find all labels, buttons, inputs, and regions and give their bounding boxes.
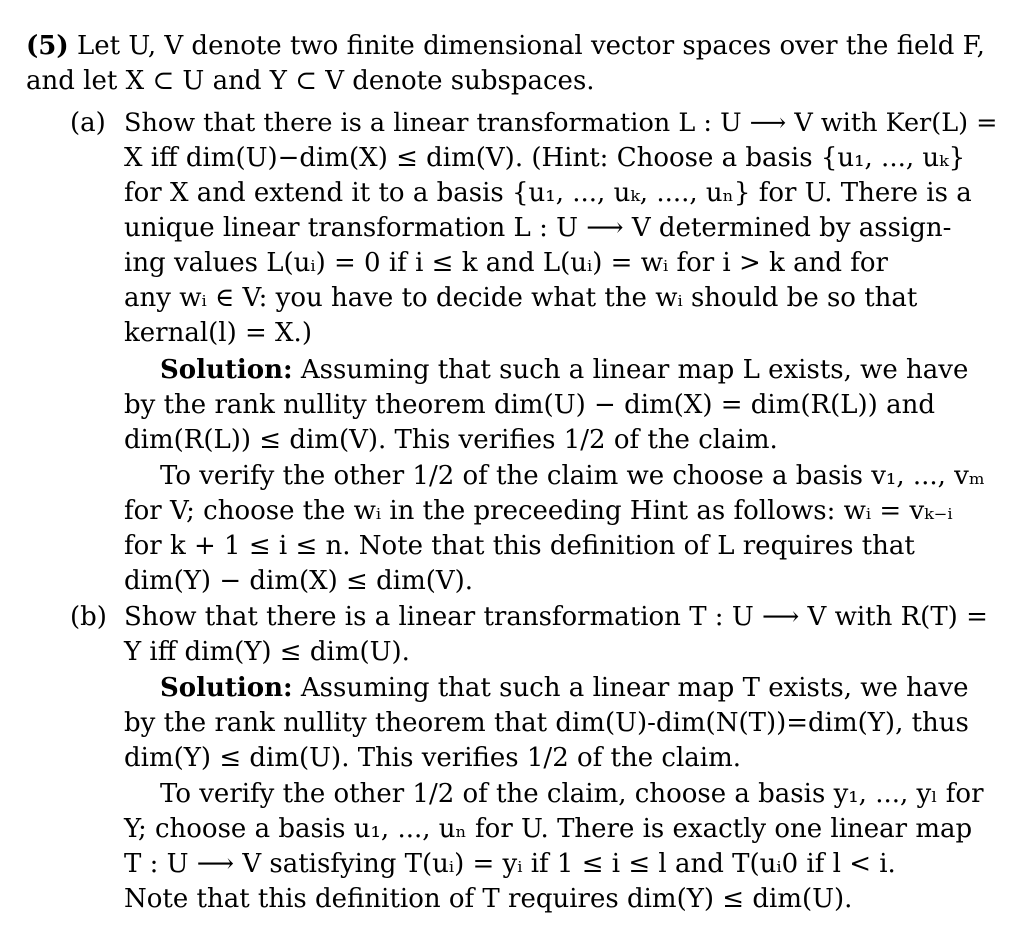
part-b-label: (b) <box>70 602 107 632</box>
part-a-solution-line-4: To verify the other 1/2 of the claim we choose a basis v₁, ..., vₘ <box>160 461 985 491</box>
part-a-question-line-6: any wᵢ ∈ V: you have to decide what the wᵢ should be so that <box>124 283 918 313</box>
part-b-question-line-2: Y iff dim(Y) ≤ dim(U). <box>124 637 410 667</box>
part-b-solution-label: Solution: <box>160 673 293 703</box>
part-a-solution-line-1 <box>160 353 968 387</box>
part-b-solution-line-6: T : U ⟶ V satisfying T(uᵢ) = yᵢ if 1 ≤ i ≤ l and T(uᵢ0 if l < i. <box>124 849 896 879</box>
part-a-solution-line-5: for V; choose the wᵢ in the preceeding Hint as follows: wᵢ = vₖ₋ᵢ <box>124 496 953 526</box>
part-a-question-line-1: Show that there is a linear transformation L : U ⟶ V with Ker(L) = <box>124 108 998 138</box>
part-a-question-line-2: X iff dim(U)−dim(X) ≤ dim(V). (Hint: Choose a basis {u₁, ..., uₖ} <box>124 143 966 173</box>
part-b-solution-line-5: Y; choose a basis u₁, ..., uₙ for U. There is exactly one linear map <box>124 814 973 844</box>
part-b-solution-line-3: dim(Y) ≤ dim(U). This verifies 1/2 of the claim. <box>124 743 741 773</box>
part-b-question-line-1: Show that there is a linear transformation T : U ⟶ V with R(T) = <box>124 602 988 632</box>
part-a-question-line-7: kernal(l) = X.) <box>124 318 312 348</box>
problem-line-1-text: Let U, V denote two finite dimensional vector spaces over the field F, <box>68 31 985 61</box>
part-a-solution-line-6: for k + 1 ≤ i ≤ n. Note that this definition of L requires that <box>124 531 915 561</box>
part-a-solution-label: Solution: <box>160 355 293 385</box>
problem-line-1 <box>26 29 985 63</box>
problem-number: (5) <box>26 31 69 61</box>
part-a-solution-line-2: by the rank nullity theorem dim(U) − dim(X) = dim(R(L)) and <box>124 390 935 420</box>
part-b-solution-line-1 <box>160 671 968 705</box>
part-b-solution-line-1-text: Assuming that such a linear map T exists, we have <box>292 673 969 703</box>
problem-line-2: and let X ⊂ U and Y ⊂ V denote subspaces. <box>26 66 595 96</box>
part-a-question-line-5: ing values L(uᵢ) = 0 if i ≤ k and L(uᵢ) = wᵢ for i > k and for <box>124 248 888 278</box>
part-a-solution-line-3: dim(R(L)) ≤ dim(V). This verifies 1/2 of the claim. <box>124 425 778 455</box>
part-b-solution-line-7: Note that this definition of T requires dim(Y) ≤ dim(U). <box>124 884 853 914</box>
part-a-question-line-3: for X and extend it to a basis {u₁, ..., uₖ, ...., uₙ} for U. There is a <box>124 178 972 208</box>
part-a-label: (a) <box>70 108 106 138</box>
part-a-solution-line-7: dim(Y) − dim(X) ≤ dim(V). <box>124 566 474 596</box>
part-b-solution-line-4: To verify the other 1/2 of the claim, choose a basis y₁, ..., yₗ for <box>160 779 984 809</box>
part-a-question-line-4: unique linear transformation L : U ⟶ V determined by assign- <box>124 213 952 243</box>
part-a-solution-line-1-text: Assuming that such a linear map L exists, we have <box>292 355 969 385</box>
part-b-solution-line-2: by the rank nullity theorem that dim(U)-dim(N(T))=dim(Y), thus <box>124 708 969 738</box>
